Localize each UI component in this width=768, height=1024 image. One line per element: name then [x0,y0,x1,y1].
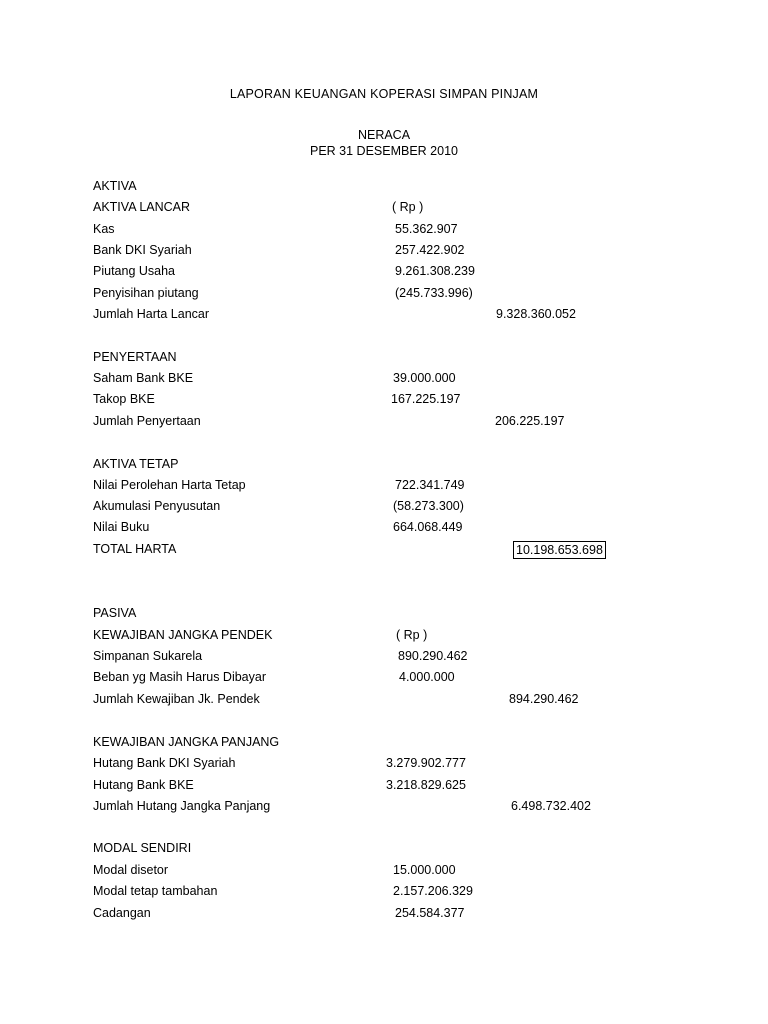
table-row [0,221,768,237]
table-row [0,691,768,707]
row-amount: 9.261.308.239 [395,264,475,278]
row-label: Kas [93,222,115,236]
table-row [0,798,768,814]
table-row [0,669,768,685]
row-label: Simpanan Sukarela [93,649,203,663]
row-label: Hutang Bank BKE [93,778,194,792]
row-label: Jumlah Hutang Jangka Panjang [93,799,271,813]
row-label: Piutang Usaha [93,264,176,278]
table-row [0,734,768,750]
row-label: AKTIVA TETAP [93,457,179,471]
table-row [0,862,768,878]
row-amount: 3.218.829.625 [386,778,466,792]
table-row [0,413,768,429]
row-label: Jumlah Kewajiban Jk. Pendek [93,692,260,706]
row-amount: 3.279.902.777 [386,756,466,770]
table-row [0,541,768,557]
row-label: Jumlah Harta Lancar [93,307,210,321]
row-amount: ( Rp ) [396,628,428,642]
table-row [0,905,768,921]
table-row [0,285,768,301]
row-amount: (58.273.300) [393,499,464,513]
table-row [0,199,768,215]
table-row [0,178,768,194]
row-amount: 4.000.000 [399,670,455,684]
row-label: KEWAJIBAN JANGKA PENDEK [93,628,273,642]
table-row [0,306,768,322]
table-row [0,519,768,535]
row-amount: 254.584.377 [395,906,465,920]
row-label: Cadangan [93,906,151,920]
row-label: PASIVA [93,606,137,620]
row-label: PENYERTAAN [93,350,177,364]
table-row [0,349,768,365]
row-amount: ( Rp ) [392,200,424,214]
table-row [0,648,768,664]
row-label: MODAL SENDIRI [93,841,192,855]
table-row [0,456,768,472]
table-row [0,883,768,899]
row-subtotal: 894.290.462 [509,692,579,706]
table-row [0,840,768,856]
row-amount: 55.362.907 [395,222,458,236]
row-label: Takop BKE [93,392,155,406]
table-row [0,755,768,771]
report-subtitle-neraca: NERACA [357,128,411,142]
row-subtotal: 6.498.732.402 [511,799,591,813]
row-amount: 39.000.000 [393,371,456,385]
row-amount: 722.341.749 [395,478,465,492]
table-row [0,627,768,643]
row-amount: 664.068.449 [393,520,463,534]
row-label: Bank DKI Syariah [93,243,192,257]
table-row [0,242,768,258]
row-label: Modal tetap tambahan [93,884,218,898]
row-label: KEWAJIBAN JANGKA PANJANG [93,735,280,749]
row-label: Nilai Buku [93,520,150,534]
total-harta-amount: 10.198.653.698 [513,541,606,559]
report-title: LAPORAN KEUANGAN KOPERASI SIMPAN PINJAM [229,87,539,101]
table-row [0,391,768,407]
table-row [0,370,768,386]
row-amount: 15.000.000 [393,863,456,877]
row-label: Penyisihan piutang [93,286,199,300]
table-row [0,477,768,493]
row-amount: 890.290.462 [398,649,468,663]
row-label: Beban yg Masih Harus Dibayar [93,670,266,684]
row-label: Saham Bank BKE [93,371,194,385]
row-amount: 167.225.197 [391,392,461,406]
row-label: AKTIVA [93,179,137,193]
table-row [0,498,768,514]
row-subtotal: 206.225.197 [495,414,565,428]
row-label: Modal disetor [93,863,169,877]
row-label: Akumulasi Penyusutan [93,499,221,513]
report-subtitle-date: PER 31 DESEMBER 2010 [310,144,458,158]
row-label: Jumlah Penyertaan [93,414,201,428]
row-amount: 257.422.902 [395,243,465,257]
table-row [0,777,768,793]
row-label: Nilai Perolehan Harta Tetap [93,478,246,492]
row-label: AKTIVA LANCAR [93,200,191,214]
table-row [0,605,768,621]
row-label: TOTAL HARTA [93,542,177,556]
row-label: Hutang Bank DKI Syariah [93,756,236,770]
table-row [0,263,768,279]
row-subtotal: 9.328.360.052 [496,307,576,321]
row-amount: (245.733.996) [395,286,473,300]
row-amount: 2.157.206.329 [393,884,473,898]
